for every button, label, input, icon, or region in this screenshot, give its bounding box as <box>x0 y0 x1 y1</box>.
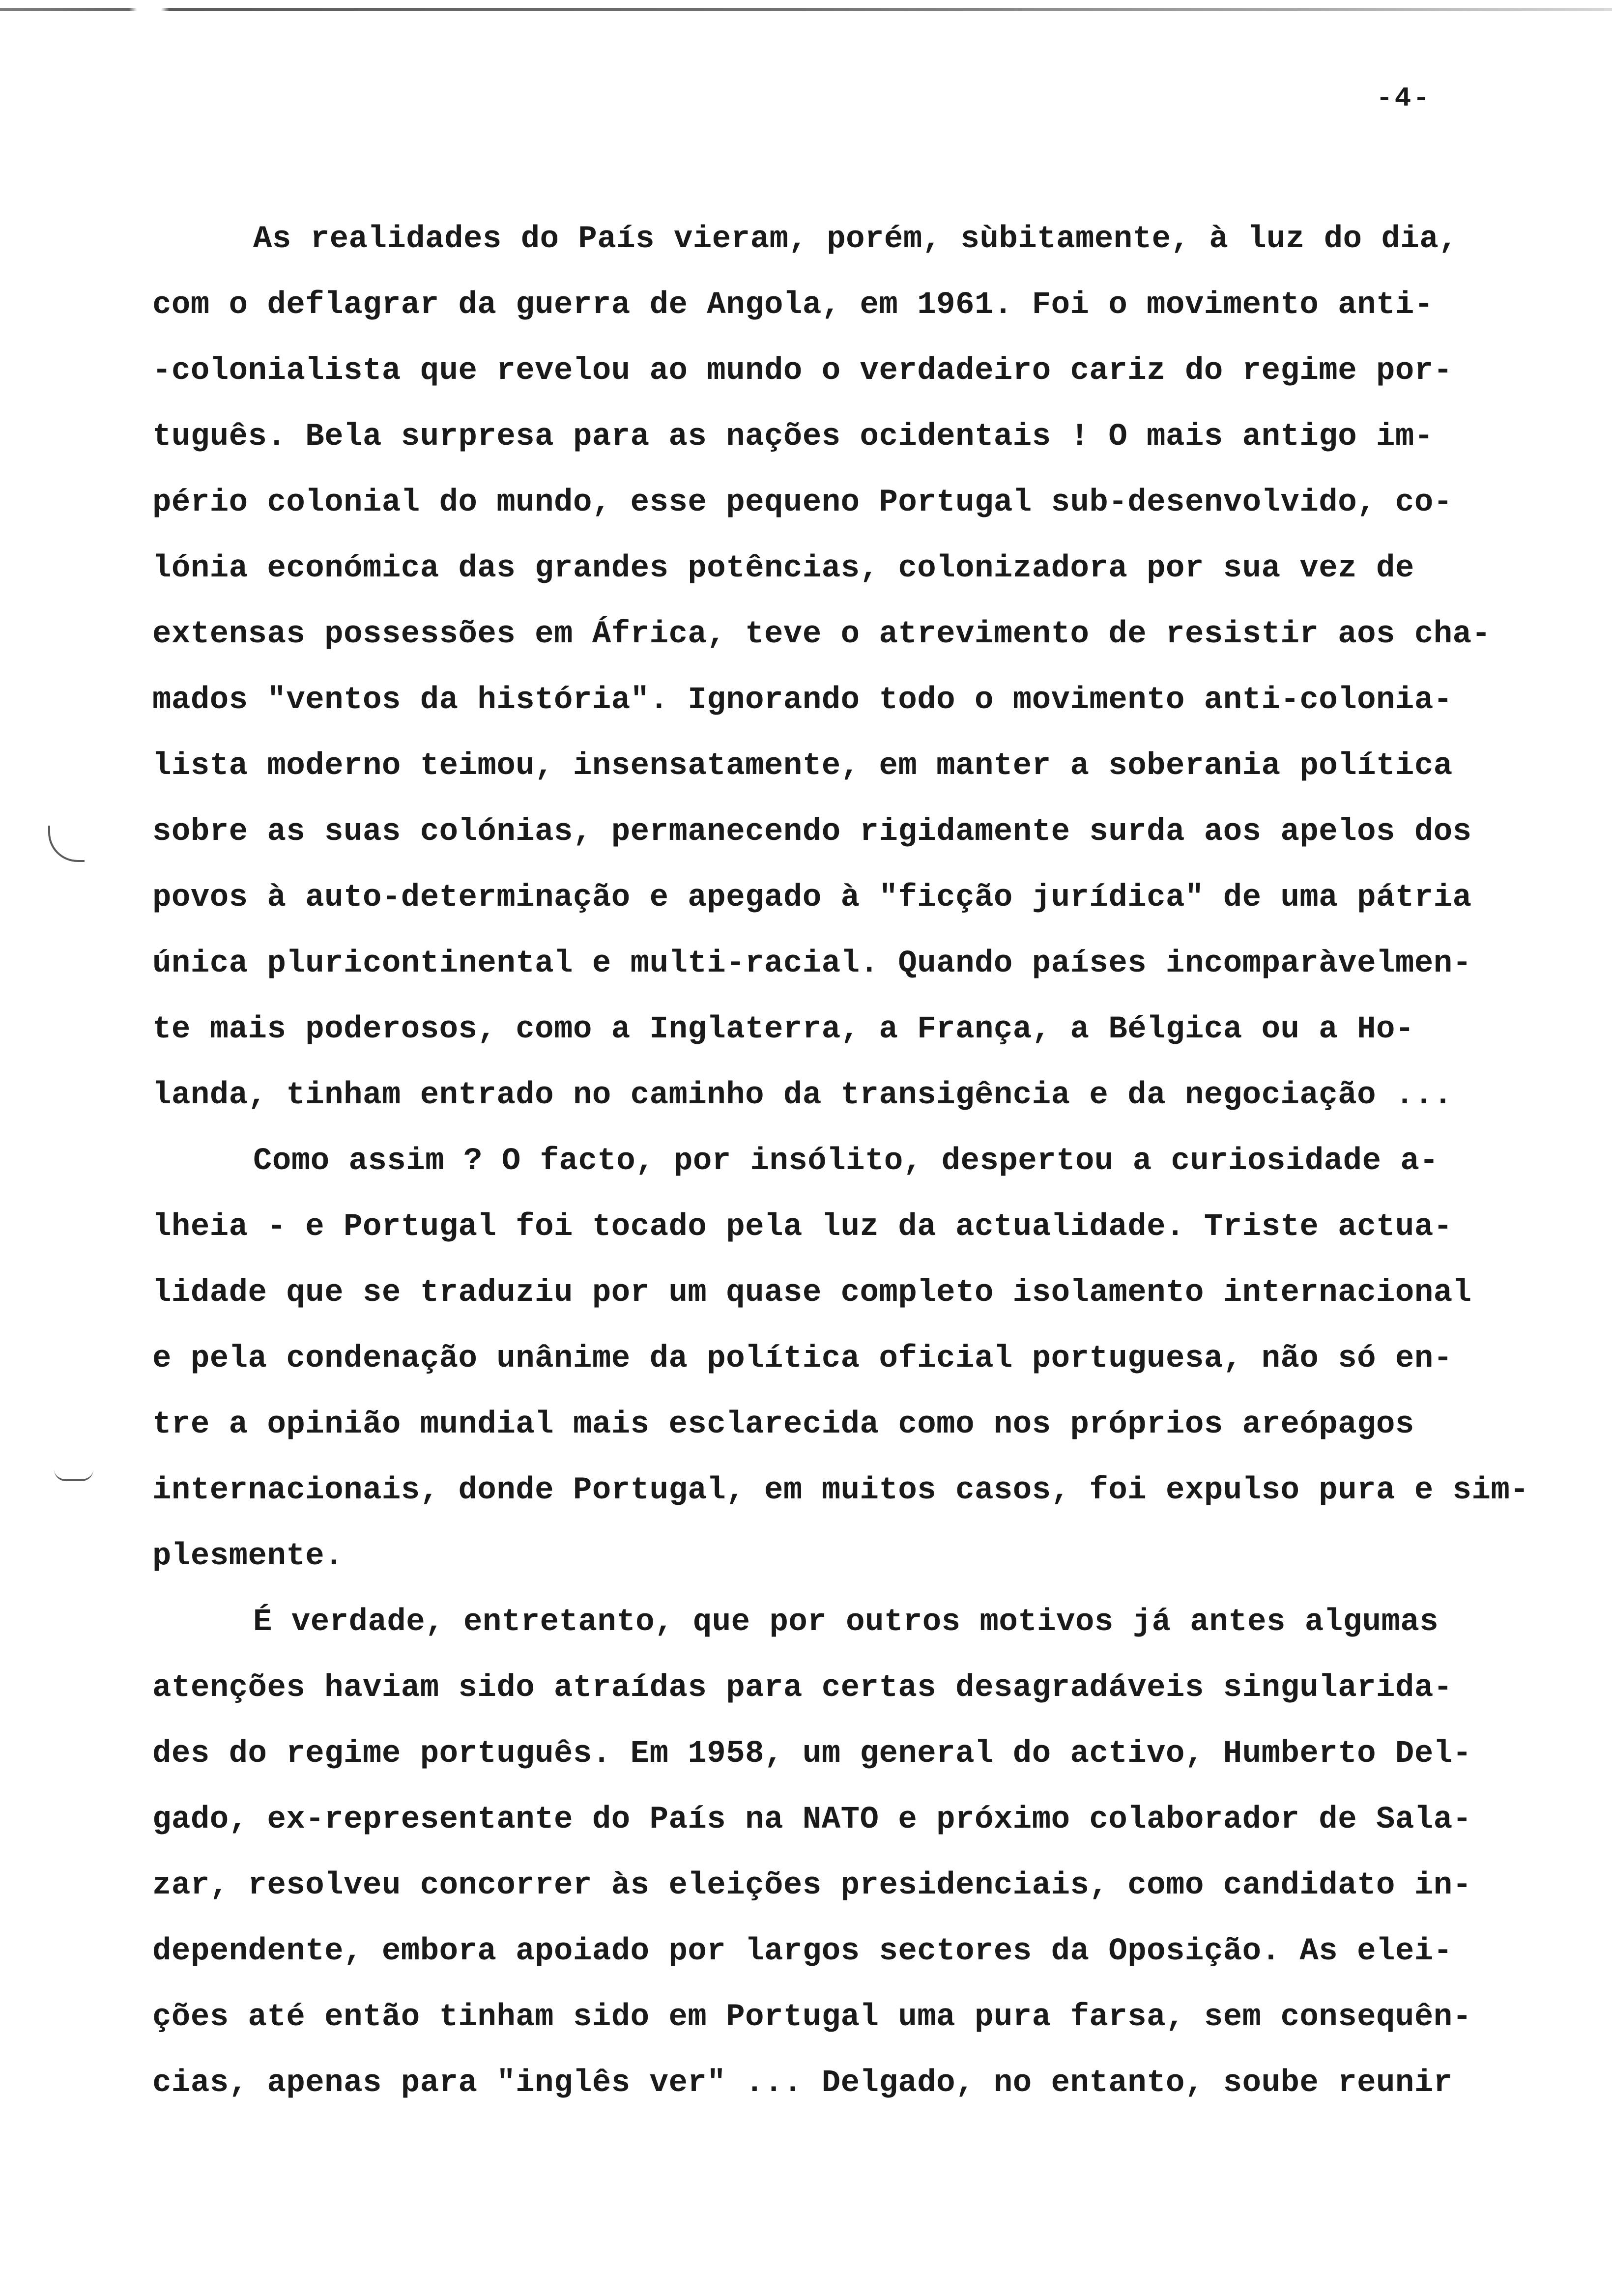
text-line: lheia - e Portugal foi tocado pela luz da actualidade. Triste actua- <box>152 1209 1453 1245</box>
text-line: atenções haviam sido atraídas para certas desagradáveis singularida- <box>152 1670 1453 1706</box>
document-body <box>152 206 1568 2116</box>
text-line: internacionais, donde Portugal, em muitos casos, foi expulso pura e sim- <box>152 1473 1529 1508</box>
text-line: -colonialista que revelou ao mundo o verdadeiro cariz do regime por- <box>152 353 1453 389</box>
page-top-edge <box>0 8 1612 11</box>
text-line: Como assim ? O facto, por insólito, despertou a curiosidade a- <box>253 1144 1439 1179</box>
text-line: As realidades do País vieram, porém, sùbitamente, à luz do dia, <box>253 222 1458 257</box>
text-line: tre a opinião mundial mais esclarecida como nos próprios areópagos <box>152 1407 1414 1442</box>
text-line: ções até então tinham sido em Portugal uma pura farsa, sem consequên- <box>152 2000 1472 2035</box>
text-line: landa, tinham entrado no caminho da transigência e da negociação ... <box>152 1078 1453 1113</box>
margin-pencil-mark <box>54 1469 93 1481</box>
text-line: única pluricontinental e multi-racial. Quando países incomparàvelmen- <box>152 946 1472 981</box>
text-line: pério colonial do mundo, esse pequeno Portugal sub-desenvolvido, co- <box>152 485 1453 520</box>
text-line: e pela condenação unânime da política oficial portuguesa, não só en- <box>152 1341 1453 1377</box>
text-line: te mais poderosos, como a Inglaterra, a França, a Bélgica ou a Ho- <box>152 1012 1414 1047</box>
margin-pencil-mark <box>48 826 85 862</box>
text-line: povos à auto-determinação e apegado à "ficção jurídica" de uma pátria <box>152 880 1472 916</box>
text-line: zar, resolveu concorrer às eleições presidenciais, como candidato in- <box>152 1868 1472 1903</box>
text-line: lidade que se traduziu por um quase completo isolamento internacional <box>152 1275 1472 1311</box>
text-line: É verdade, entretanto, que por outros motivos já antes algumas <box>253 1605 1439 1640</box>
text-line: dependente, embora apoiado por largos sectores da Oposição. As elei- <box>152 1934 1453 1969</box>
text-line: lista moderno teimou, insensatamente, em manter a soberania política <box>152 748 1453 784</box>
text-line: cias, apenas para "inglês ver" ... Delgado, no entanto, soube reunir <box>152 2066 1453 2101</box>
text-line: com o deflagrar da guerra de Angola, em 1961. Foi o movimento anti- <box>152 287 1434 323</box>
text-line: des do regime português. Em 1958, um general do activo, Humberto Del- <box>152 1736 1472 1772</box>
text-line: mados "ventos da história". Ignorando todo o movimento anti-colonia- <box>152 683 1453 718</box>
text-line: extensas possessões em África, teve o atrevimento de resistir aos cha- <box>152 617 1491 652</box>
page-number: -4- <box>1376 83 1432 114</box>
text-line: gado, ex-representante do País na NATO e próximo colaborador de Sala- <box>152 1802 1472 1837</box>
text-line: plesmente. <box>152 1539 344 1574</box>
text-line: tuguês. Bela surpresa para as nações ocidentais ! O mais antigo im- <box>152 419 1434 455</box>
text-line: sobre as suas colónias, permanecendo rigidamente surda aos apelos dos <box>152 814 1472 850</box>
text-line: lónia económica das grandes potências, colonizadora por sua vez de <box>152 551 1414 586</box>
